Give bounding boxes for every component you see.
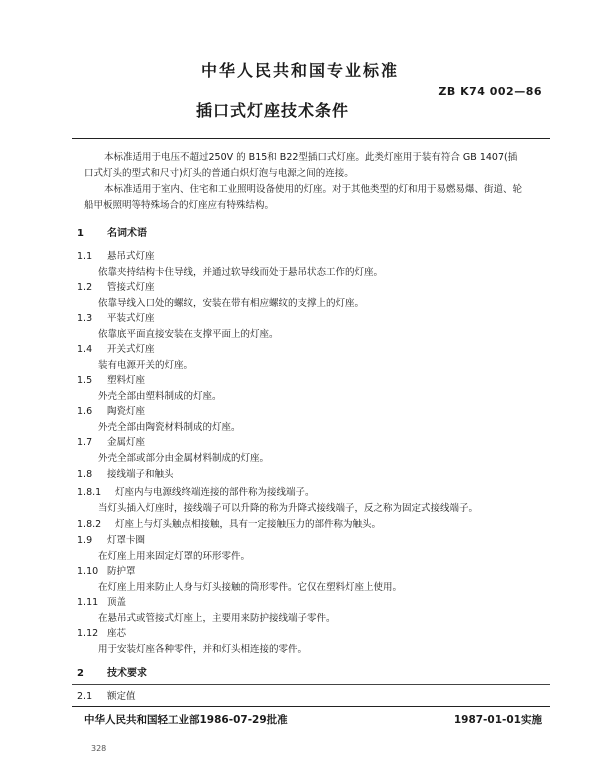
term-number: 1.11: [77, 597, 99, 608]
term-title: 管接式灯座: [107, 282, 155, 293]
term-definition: 在灯座上用来防止人身与灯头接触的筒形零件。它仅在塑料灯座上使用。: [98, 582, 403, 593]
term-heading: [77, 341, 155, 355]
term-definition: 外壳全部或部分由金属材料制成的灯座。: [98, 453, 270, 464]
section-2-heading: [77, 664, 147, 679]
section-number: 2: [77, 668, 84, 679]
section-divider: [72, 684, 550, 685]
term-number: 1.4: [77, 344, 93, 355]
term-heading: [77, 310, 155, 324]
term-title: 悬吊式灯座: [107, 251, 155, 262]
page-number: 328: [91, 744, 107, 753]
term-number: 1.2: [77, 282, 93, 293]
term-1-8-2: [77, 516, 381, 530]
term-definition: 装有电源开关的灯座。: [98, 360, 194, 371]
term-number: 1.6: [77, 406, 93, 417]
term-1-8-1: [77, 484, 315, 498]
term-text: 灯座内与电源线终端连接的部件称为接线端子。: [115, 487, 315, 498]
term-definition: 外壳全部由塑料制成的灯座。: [98, 391, 222, 402]
term-title: 开关式灯座: [107, 344, 155, 355]
section-number: 1: [77, 228, 84, 239]
term-definition: 在悬吊式或管接式灯座上，主要用来防护接线端子零件。: [98, 613, 336, 624]
term-definition: 用于安装灯座各种零件，并和灯头相连接的零件。: [98, 644, 308, 655]
effective-date: 1987-01-01实施: [453, 714, 542, 726]
term-definition: 在灯座上用来固定灯罩的环形零件。: [98, 551, 251, 562]
term-number: 1.9: [77, 535, 93, 546]
term-definition: 依靠底平面直接安装在支撑平面上的灯座。: [98, 329, 279, 340]
term-heading: [77, 434, 145, 448]
term-definition: 依靠夹持结构卡住导线，并通过软导线而处于悬吊状态工作的灯座。: [98, 267, 384, 278]
term-heading: [77, 248, 155, 262]
term-number: 1.8.1: [77, 487, 102, 498]
standard-code: ZB K74 002—86: [438, 85, 542, 98]
term-number: 1.3: [77, 313, 93, 324]
term-heading: [77, 563, 136, 577]
intro-paragraph-1: [84, 150, 550, 182]
term-number: 1.8: [77, 469, 93, 480]
intro-line: 本标准适用于电压不超过250V 的 B15和 B22型插口式灯座。此类灯座用于装有符合 GB 1407(插: [104, 152, 518, 163]
standard-header: 中华人民共和国专业标准: [200, 61, 399, 80]
top-divider: [72, 138, 550, 139]
section-1-heading: [77, 224, 147, 239]
term-title: 灯罩卡圈: [107, 535, 146, 546]
term-title: 陶瓷灯座: [107, 406, 146, 417]
term-title: 座芯: [107, 628, 127, 639]
term-number: 1.12: [77, 628, 99, 639]
term-number: 1.1: [77, 251, 93, 262]
term-title: 金属灯座: [107, 437, 146, 448]
approval-line: 中华人民共和国轻工业部1986-07-29批准: [84, 714, 288, 726]
term-heading: [77, 372, 145, 386]
term-number: 1.8.2: [77, 519, 102, 530]
term-number: 2.1: [77, 691, 93, 702]
term-title: 接线端子和触头: [107, 469, 174, 480]
intro-paragraph-2: [84, 182, 550, 214]
term-title: 顶盖: [107, 597, 127, 608]
term-heading: [77, 594, 126, 608]
section-title: 名词术语: [107, 228, 147, 239]
footer-divider: [72, 706, 550, 707]
section-title: 技术要求: [107, 668, 147, 679]
term-text: 灯座上与灯头触点相接触，具有一定接触压力的部件称为触头。: [115, 519, 382, 530]
term-definition: 依靠导线入口处的螺纹，安装在带有相应螺纹的支撑上的灯座。: [98, 298, 365, 309]
document-title: 插口式灯座技术条件: [196, 101, 350, 120]
term-number: 1.7: [77, 437, 93, 448]
term-heading: [77, 625, 126, 639]
term-title: 平装式灯座: [107, 313, 155, 324]
intro-line: 本标准适用于室内、住宅和工业照明设备使用的灯座。对于其他类型的灯和用于易燃易爆、街道、轮: [104, 184, 523, 195]
term-heading: [77, 532, 145, 546]
intro-line: 口式灯头的型式和尺寸)灯头的普通白炽灯泡与电源之间的连接。: [84, 168, 354, 179]
term-1-8: [77, 466, 174, 480]
intro-line: 船甲板照明等特殊场合的灯座应有特殊结构。: [84, 200, 275, 211]
term-definition: 外壳全部由陶瓷材料制成的灯座。: [98, 422, 241, 433]
term-heading: [77, 279, 155, 293]
term-1-8-1-definition: 当灯头插入灯座时，接线端子可以升降的称为升降式接线端子，反之称为固定式接线端子。: [98, 503, 479, 514]
term-heading: [77, 403, 145, 417]
term-title: 防护罩: [107, 566, 136, 577]
term-title: 额定值: [107, 691, 136, 702]
term-number: 1.10: [77, 566, 99, 577]
term-title: 塑料灯座: [107, 375, 146, 386]
term-number: 1.5: [77, 375, 93, 386]
term-2-1: [77, 688, 136, 702]
